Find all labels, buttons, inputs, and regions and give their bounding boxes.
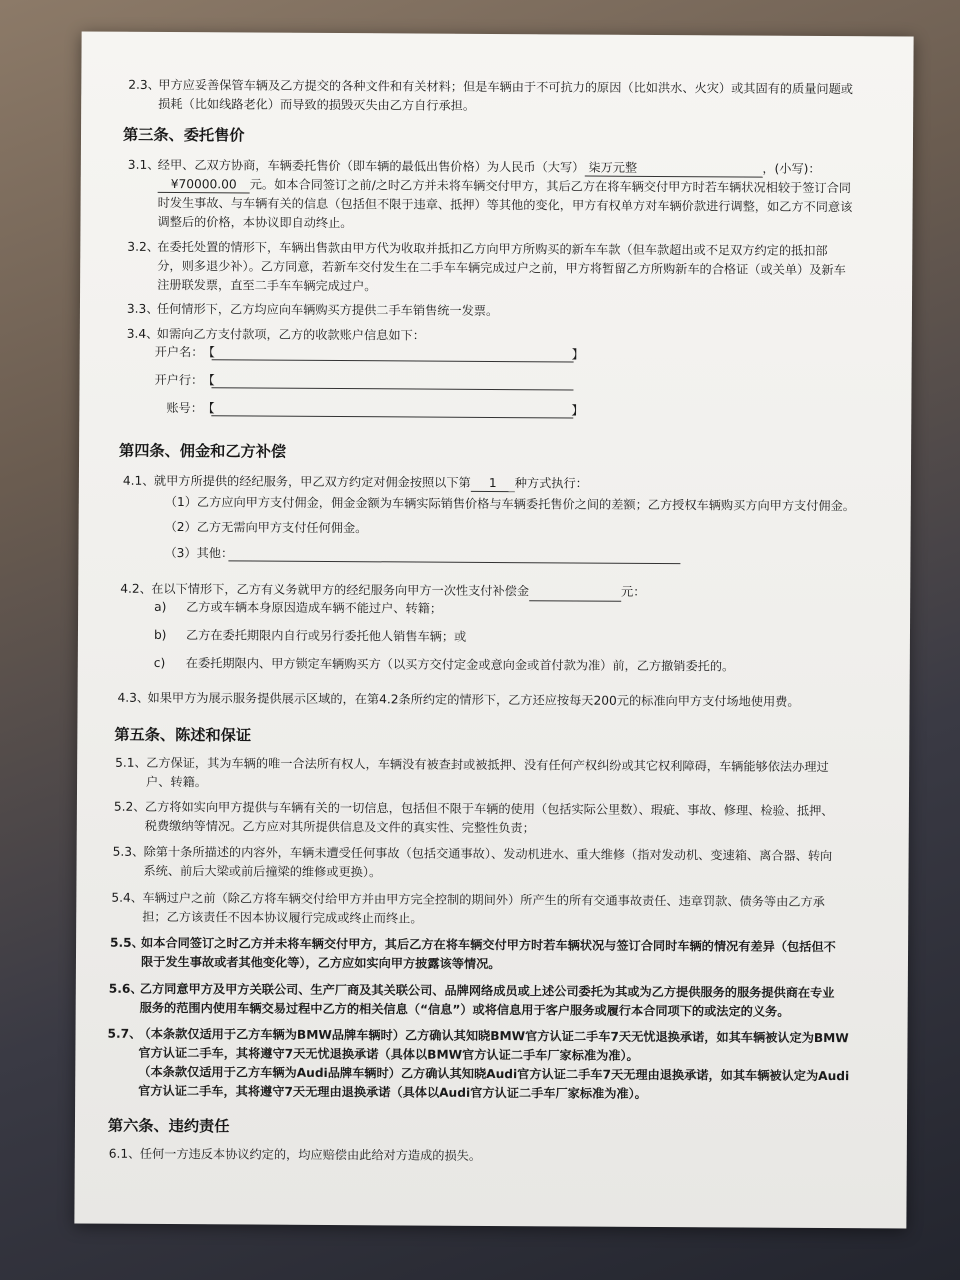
clause-5-3-line-1: 除第十条所描述的内容外，车辆未遭受任何事故（包括交通事故）、发动机进水、重大维修（指对发动机、变速箱、离合器、转向 xyxy=(143,844,833,864)
clause-4-2-item-c-text: 在委托期限内、甲方锁定车辆购买方（以买方交付定金或意向金或首付款为准）前，乙方撤销委托的。 xyxy=(185,656,735,674)
bank-bracket-open: 【 xyxy=(202,373,215,388)
clause-4-1-line-1 xyxy=(154,472,588,494)
clause-5-7-line-3: （本条款仅适用于乙方车辆为Audi品牌车辆时）乙方确认其知晓Audi官方认证二手车7天无理由退换承诺，如其车辆被认定为Audi xyxy=(138,1064,850,1084)
clause-4-2-number: 4.2、 xyxy=(120,581,152,596)
clause-3-3-number: 3.3、 xyxy=(126,301,159,316)
clause-4-2-item-b-label: b) xyxy=(153,627,167,642)
clause-3-2-line-2: 分，则多退少补）。乙方同意，若新车交付发生在二手车车辆完成过户之前，甲方将暂留乙方所购新车的合格证（或关单）及新车 xyxy=(157,258,846,278)
clause-5-7-line-2: 官方认证二手车，其将遵守7天无忧退换承诺（具体以BMW官方认证二手车厂家标准为准）。 xyxy=(138,1045,639,1063)
clause-4-1-text-b: 种方式执行： xyxy=(514,476,588,491)
commission-option-3: （3）其他： xyxy=(164,545,234,561)
section-3-heading: 第三条、委托售价 xyxy=(122,125,245,145)
clause-2-3-number: 2.3、 xyxy=(128,77,160,92)
clause-6-1-text: 任何一方违反本协议约定的，均应赔偿由此给对方造成的损失。 xyxy=(139,1146,482,1163)
clause-5-4-line-1: 车辆过户之前（除乙方将车辆交付给甲方并由甲方完全控制的期间外）所产生的所有交通事故责任、违章罚款、债务等由乙方承 xyxy=(142,890,825,910)
clause-4-2-item-a-text: 乙方或车辆本身原因造成车辆不能过户、转籍； xyxy=(186,600,443,616)
clause-3-3-text: 任何情形下，乙方均应向车辆购买方提供二手车销售统一发票。 xyxy=(156,301,499,319)
clause-5-4-line-2: 担；乙方该责任不因本协议履行完成或终止而终止。 xyxy=(142,909,423,926)
clause-4-1-text-a: 就甲方所提供的经纪服务，甲乙双方约定对佣金按照以下第 xyxy=(153,473,471,490)
section-5-heading: 第五条、陈述和保证 xyxy=(114,725,252,745)
account-number-field[interactable] xyxy=(211,415,573,418)
other-commission-field[interactable] xyxy=(228,560,680,564)
clause-5-2-number: 5.2、 xyxy=(113,799,146,814)
clause-5-1-number: 5.1、 xyxy=(115,755,147,770)
amount-in-figures-field: ¥70000.00 xyxy=(158,176,250,194)
clause-4-2-text-b: 元： xyxy=(621,584,646,599)
commission-option-field: 1 xyxy=(471,475,515,492)
bank-label: 开户行： xyxy=(154,372,204,388)
clause-3-2-line-1: 在委托处置的情形下，车辆出售款由甲方代为收取并抵扣乙方向甲方所购买的新车车款（但车款超出或不足双方约定的抵扣部 xyxy=(157,239,828,259)
clause-5-5-line-2: 限于发生事故或者其他变化等），乙方应如实向甲方披露该等情况。 xyxy=(140,954,501,972)
clause-2-3-line-1: 甲方应妥善保管车辆及乙方提交的各种文件和有关材料；但是车辆由于不可抗力的原因（比如洪水、火灾）或其固有的质量问题或 xyxy=(158,77,854,97)
clause-3-4-number: 3.4、 xyxy=(126,326,159,341)
clause-4-2-item-a-label: a) xyxy=(154,599,167,614)
account-number-bracket-open: 【 xyxy=(202,401,215,416)
clause-4-3-text: 如果甲方为展示服务提供展示区域的，在第4.2条所约定的情形下，乙方还应按每天200元的标准向甲方支付场地使用费。 xyxy=(147,690,800,709)
compensation-amount-field[interactable] xyxy=(529,584,621,602)
clause-4-3-number: 4.3、 xyxy=(117,690,150,705)
clause-3-1-text-b: ，(小写)： xyxy=(762,161,821,176)
clause-5-7-line-4: 官方认证二手车，其将遵守7天无理由退换承诺（具体以Audi官方认证二手车厂家标准为准）。 xyxy=(138,1083,647,1101)
clause-5-5-line-1: 如本合同签订之时乙方并未将车辆交付甲方，其后乙方在将车辆交付甲方时若车辆状况与签订合同时车辆的情况有差异（包括但不 xyxy=(141,935,836,955)
clause-3-1-text-a: 经甲、乙双方协商，车辆委托售价（即车辆的最低出售价格）为人民币（大写） xyxy=(157,157,585,175)
commission-option-1: （1）乙方应向甲方支付佣金，佣金金额为车辆实际销售价格与车辆委托售价之间的差额；乙方授权车辆购买方向甲方支付佣金。 xyxy=(164,494,856,514)
clause-4-2-item-b-text: 乙方在委托期限内自行或另行委托他人销售车辆；或 xyxy=(185,628,467,644)
clause-4-1-number: 4.1、 xyxy=(122,473,155,488)
clause-3-1-line-4: 调整后的价格，本协议即自动终止。 xyxy=(157,214,353,231)
clause-4-2-item-c-label: c) xyxy=(153,655,166,670)
clause-5-7-line-1: （本条款仅适用于乙方车辆为BMW品牌车辆时）乙方确认其知晓BMW官方认证二手车7天无忧退换承诺，如其车辆被认定为BMW xyxy=(138,1026,849,1046)
account-name-label: 开户名： xyxy=(154,344,204,360)
account-name-field[interactable] xyxy=(212,359,574,362)
contract-page xyxy=(74,31,913,1228)
section-4-heading: 第四条、佣金和乙方补偿 xyxy=(119,441,287,461)
section-6-heading: 第六条、违约责任 xyxy=(107,1116,230,1136)
clause-3-1-line-3: 时发生事故、与车辆有关的信息（包括但不限于违章、抵押）等其他的变化，甲方有权单方对车辆价款进行调整，如乙方不同意该 xyxy=(157,195,853,215)
account-number-label: 账号： xyxy=(166,400,203,416)
amount-in-words-field: 柒万元整 xyxy=(584,160,762,178)
commission-option-2: （2）乙方无需向甲方支付任何佣金。 xyxy=(164,519,368,536)
clause-5-7-number: 5.7、 xyxy=(107,1026,142,1041)
clause-2-3-line-2: 损耗（比如线路老化）而导致的损毁灭失由乙方自行承担。 xyxy=(158,96,476,113)
clause-5-2-line-1: 乙方将如实向甲方提供与车辆有关的一切信息，包括但不限于车辆的使用（包括实际公里数）、瑕疵、事故、修理、检验、抵押、 xyxy=(144,799,834,819)
clause-5-1-line-2: 户、转籍。 xyxy=(146,774,208,790)
bank-field[interactable] xyxy=(211,387,573,390)
clause-3-2-line-3: 注册联发票，直至二手车车辆完成过户。 xyxy=(157,277,377,294)
clause-5-1-line-1: 乙方保证，其为车辆的唯一合法所有权人，车辆没有被查封或被抵押、没有任何产权纠纷或其它权利障碍，车辆能够依法办理过 xyxy=(146,755,829,775)
account-name-bracket-close: 】 xyxy=(571,347,584,362)
clause-5-2-line-2: 税费缴纳等情况。乙方应对其所提供信息及文件的真实性、完整性负责； xyxy=(144,818,535,836)
clause-4-2-text-a: 在以下情形下，乙方有义务就甲方的经纪服务向甲方一次性支付补偿金 xyxy=(151,581,530,599)
clause-3-4-text: 如需向乙方支付款项，乙方的收款账户信息如下： xyxy=(156,326,425,343)
clause-5-3-number: 5.3、 xyxy=(112,844,145,859)
account-number-bracket-close: 】 xyxy=(571,403,584,418)
clause-5-6-line-2: 服务的范围内使用车辆交易过程中乙方的相关信息（“信息”）或将信息用于客户服务或履行本合同项下的或法定的义务。 xyxy=(139,1000,790,1019)
clause-5-3-line-2: 系统、前后大梁或前后撞梁的维修或更换）。 xyxy=(143,863,382,880)
clause-3-1-number: 3.1、 xyxy=(127,157,160,172)
clause-6-1-number: 6.1、 xyxy=(108,1146,141,1161)
account-name-bracket-open: 【 xyxy=(202,345,215,360)
clause-5-4-number: 5.4、 xyxy=(111,890,143,905)
clause-3-1-text-c: 元。如本合同签订之前/之时乙方并未将车辆交付甲方，其后乙方在将车辆交付甲方时若车辆状况相较于签订合同 xyxy=(249,177,852,196)
clause-3-2-number: 3.2、 xyxy=(127,239,159,254)
clause-5-5-number: 5.5、 xyxy=(110,935,144,950)
clause-5-6-number: 5.6、 xyxy=(108,981,143,996)
clause-5-6-line-1: 乙方同意甲方及甲方关联公司、生产厂商及其关联公司、品牌网络成员或上述公司委托为其或为乙方提供服务的服务提供商在专业 xyxy=(139,981,835,1001)
